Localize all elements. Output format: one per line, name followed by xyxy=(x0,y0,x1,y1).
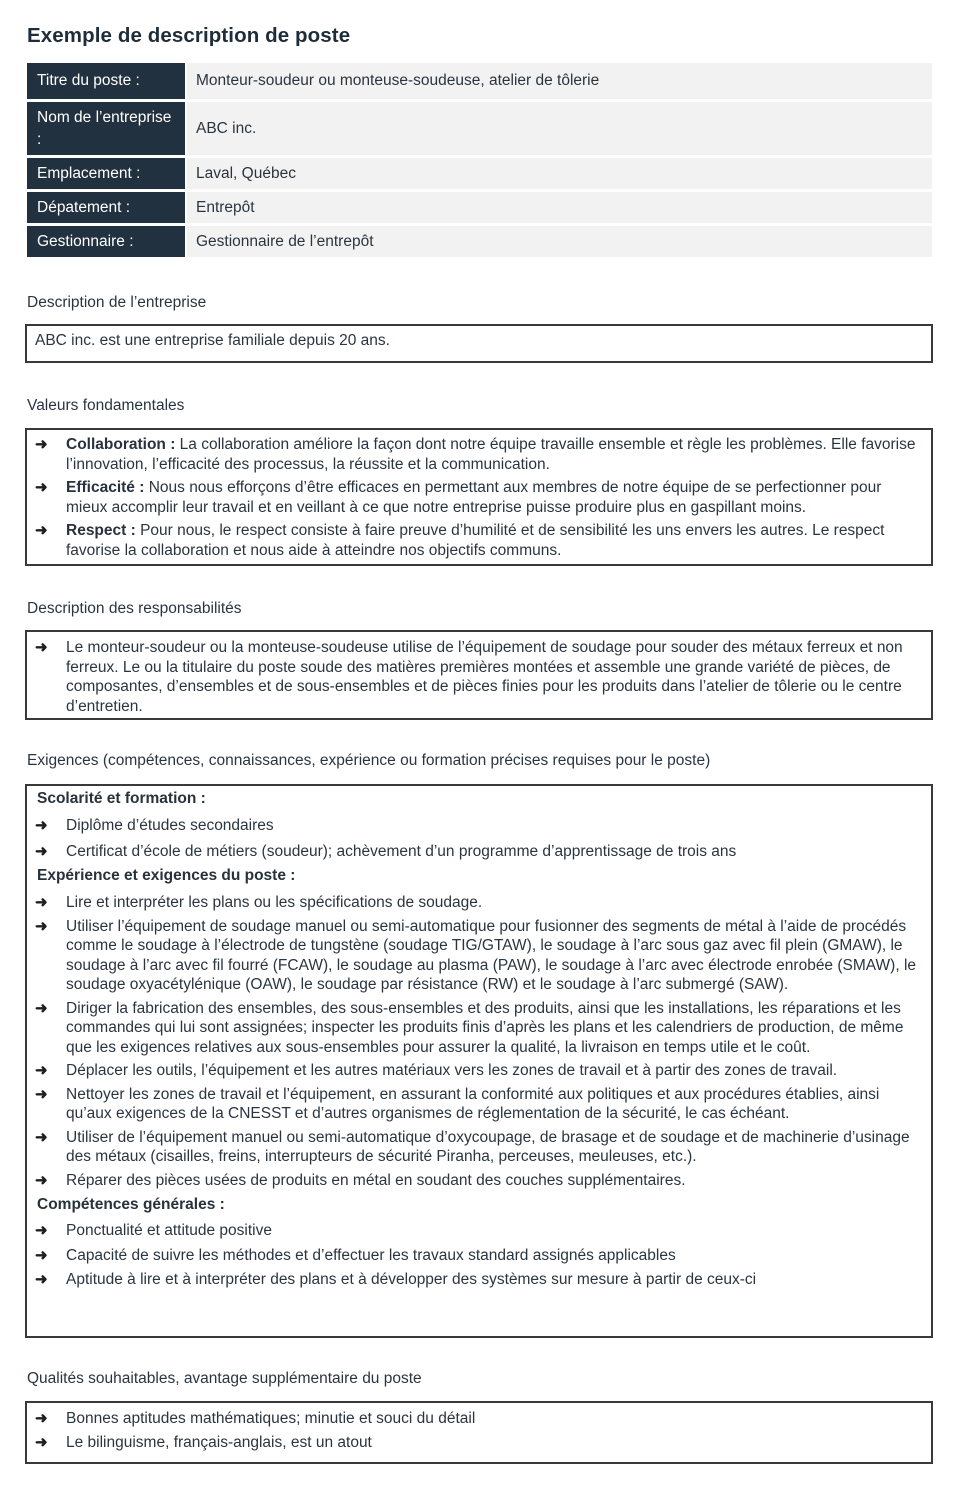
general-skills-list xyxy=(35,1221,921,1290)
value-term: Collaboration : xyxy=(66,436,176,453)
arrow-right-icon: ➜ xyxy=(35,436,48,453)
list-item xyxy=(35,638,921,716)
experience-list xyxy=(35,893,921,1192)
info-value: Laval, Québec xyxy=(187,158,932,189)
arrow-right-icon: ➜ xyxy=(35,1246,48,1264)
info-label: Gestionnaire : xyxy=(27,226,185,257)
info-label: Dépatement : xyxy=(27,192,185,223)
arrow-right-icon: ➜ xyxy=(35,1271,48,1288)
list-item: ➜ Utiliser l’équipement de soudage manuel ou semi-automatique pour fusionner des segments de métal à l’aide de procédés comme le soudage à l’électrode de tungstène (soudage TIG/GTAW), le soudage à l’arc sous gaz avec fil plein (GMAW), le soudage à l’arc avec fil fourré (FCAW), le soudage au plasma (PAW), le soudage à l’arc avec électrode enrobée (SMAW), le soudage oxyacétylénique (OAW), le soudage par résistance (RW) et le soudage à l’arc submergé (SAW). xyxy=(35,917,917,993)
info-label: Nom de l’entreprise : xyxy=(27,102,185,155)
arrow-right-icon: ➜ xyxy=(35,1433,48,1451)
list-item: ➜ Diriger la fabrication des ensembles, des sous-ensembles et des produits, ainsi que les installations, les réparations et les commandes qui lui sont assignées; inspecter les produits finis d’après les plans et les calendriers de production, de même que les exigences relatives aux sous-ensembles pour assurer la qualité, la livraison en temps utile et le coût. xyxy=(35,999,904,1056)
responsibilities-list xyxy=(27,632,931,720)
desirable-box xyxy=(25,1401,933,1464)
value-text: Nous nous efforçons d’être efficaces en permettant aux membres de notre équipe de se perfectionner pour mieux accomplir leur travail et en veillant à ce que notre entreprise puisse produire plus en gaspillant moins. xyxy=(66,479,882,516)
section-heading-core-values: Valeurs fondamentales xyxy=(27,397,185,414)
desirable-list xyxy=(27,1403,931,1456)
company-description-text: ABC inc. est une entreprise familiale depuis 20 ans. xyxy=(35,332,390,349)
responsibilities-box xyxy=(25,630,933,720)
company-description-box xyxy=(25,324,933,363)
arrow-right-icon: ➜ xyxy=(35,894,48,911)
list-item: ➜ Capacité de suivre les méthodes et d’effectuer les travaux standard assignés applicables xyxy=(35,1246,676,1264)
info-label: Titre du poste : xyxy=(27,63,185,99)
list-item xyxy=(35,478,921,517)
value-text: Pour nous, le respect consiste à faire preuve d’humilité et de sensibilité les uns envers les autres. Le respect favorise la collaboration et nous aide à atteindre nos objectifs communs. xyxy=(66,522,885,559)
value-text: La collaboration améliore la façon dont notre équipe travaille ensemble et règle les problèmes. Elle favorise l’innovation, l’efficacité des processus, la réussite et la communication. xyxy=(66,436,916,473)
page-title: Exemple de description de poste xyxy=(27,24,351,47)
core-values-list xyxy=(27,430,931,564)
info-row-manager xyxy=(27,226,932,257)
education-list xyxy=(35,816,921,863)
arrow-right-icon: ➜ xyxy=(35,1062,48,1079)
info-row-department xyxy=(27,192,932,223)
list-item: ➜ Ponctualité et attitude positive xyxy=(35,1222,272,1239)
job-info-table xyxy=(27,63,932,260)
arrow-right-icon: ➜ xyxy=(35,1128,48,1146)
list-item: ➜ Réparer des pièces usées de produits en métal en soudant des couches supplémentaires. xyxy=(35,1171,686,1189)
info-value: ABC inc. xyxy=(187,102,932,155)
arrow-right-icon: ➜ xyxy=(35,917,48,935)
list-item: ➜ Certificat d’école de métiers (soudeur); achèvement d’un programme d’apprentissage de trois ans xyxy=(35,842,737,860)
list-item: ➜ Diplôme d’études secondaires xyxy=(35,817,274,834)
section-heading-company-description: Description de l’entreprise xyxy=(27,294,207,311)
list-item: ➜ Lire et interpréter les plans ou les spécifications de soudage. xyxy=(35,894,483,911)
arrow-right-icon: ➜ xyxy=(35,639,48,656)
info-value: Gestionnaire de l’entrepôt xyxy=(187,226,932,257)
subheading-education: Scolarité et formation : xyxy=(37,790,206,807)
arrow-right-icon: ➜ xyxy=(35,1222,48,1239)
list-item: ➜ Aptitude à lire et à interpréter des plans et à développer des systèmes sur mesure à partir de ceux-ci xyxy=(35,1271,757,1288)
arrow-right-icon: ➜ xyxy=(35,1085,48,1103)
requirements-content xyxy=(27,786,931,1294)
list-item: ➜ Nettoyer les zones de travail et l’équipement, en assurant la conformité aux politiques et aux procédures établies, ainsi qu’aux exigences de la CNESST et d’autres organismes de réglementation de la sécurité, le cas échéant. xyxy=(35,1085,880,1122)
info-value: Entrepôt xyxy=(187,192,932,223)
list-item xyxy=(35,435,921,474)
arrow-right-icon: ➜ xyxy=(35,1171,48,1189)
arrow-right-icon: ➜ xyxy=(35,817,48,834)
section-heading-requirements: Exigences (compétences, connaissances, expérience ou formation précises requises pour le poste) xyxy=(27,752,711,769)
list-item: ➜ Déplacer les outils, l’équipement et les autres matériaux vers les zones de travail et à partir des zones de travail. xyxy=(35,1062,838,1079)
core-values-box xyxy=(25,428,933,566)
arrow-right-icon: ➜ xyxy=(35,479,48,496)
section-heading-desirable: Qualités souhaitables, avantage supplémentaire du poste xyxy=(27,1370,422,1387)
requirements-box xyxy=(25,784,933,1338)
info-label: Emplacement : xyxy=(27,158,185,189)
arrow-right-icon: ➜ xyxy=(35,1410,48,1427)
section-heading-responsibilities: Description des responsabilités xyxy=(27,600,242,617)
list-item xyxy=(35,521,921,560)
value-term: Respect : xyxy=(66,522,136,539)
subheading-experience: Expérience et exigences du poste : xyxy=(37,867,296,884)
list-item: ➜ Bonnes aptitudes mathématiques; minutie et souci du détail xyxy=(35,1410,476,1427)
info-value: Monteur-soudeur ou monteuse-soudeuse, atelier de tôlerie xyxy=(187,63,932,99)
arrow-right-icon: ➜ xyxy=(35,999,48,1017)
info-row-location xyxy=(27,158,932,189)
value-term: Efficacité : xyxy=(66,479,145,496)
responsibility-text: Le monteur-soudeur ou la monteuse-soudeuse utilise de l’équipement de soudage pour souder des métaux ferreux et non ferreux. Le ou la titulaire du poste soude des matières premières montées et assemble une grande variété de pièces, de composantes, d’ensembles et de sous-ensembles et de pièces finies pour les produits dans l’atelier de tôlerie ou le centre d’entretien. xyxy=(66,639,903,715)
list-item: ➜ Utiliser de l’équipement manuel ou semi-automatique d’oxycoupage, de brasage et de soudage et de machinerie d’usinage des métaux (cisailles, freins, interrupteurs de sécurité Piranha, perceuses, meuleuses, etc.). xyxy=(35,1128,910,1165)
list-item: ➜ Le bilinguisme, français-anglais, est un atout xyxy=(35,1433,372,1451)
info-row-job-title xyxy=(27,63,932,99)
arrow-right-icon: ➜ xyxy=(35,842,48,860)
subheading-general-skills: Compétences générales : xyxy=(37,1196,225,1213)
arrow-right-icon: ➜ xyxy=(35,522,48,539)
info-row-company-name xyxy=(27,102,932,155)
